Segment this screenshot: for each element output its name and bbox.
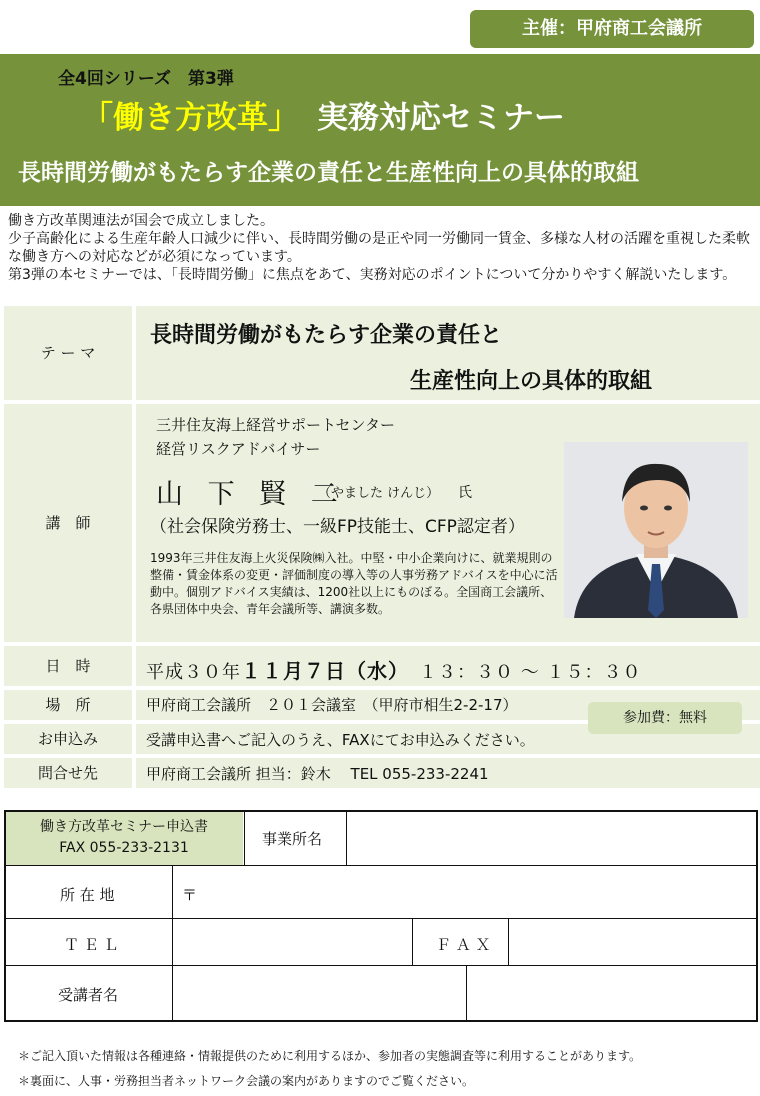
theme-line-2: 生産性向上の具体的取組 <box>410 369 653 394</box>
attendee-field-1[interactable] <box>174 967 464 1018</box>
tel-field[interactable] <box>174 920 410 963</box>
speaker-name: 山 下 賢 二 <box>156 479 346 510</box>
contact-value: 甲府商工会議所 担当：鈴木 TEL 055-233-2241 <box>146 765 489 783</box>
speaker-honorific: 氏 <box>458 485 472 501</box>
contact-label: 問合せ先 <box>4 758 132 788</box>
intro-line: 少子高齢化による生産年齢人口減少に伴い、長時間労働の是正や同一労働同一賃金、多様な人材の活躍を重視した柔軟な働き方への対応などが必須になっています。 <box>8 231 750 265</box>
attendee-field-2[interactable] <box>468 967 754 1018</box>
postal-mark: 〒 <box>182 886 198 904</box>
speaker-label: 講 師 <box>4 404 132 642</box>
date-era: 平成３０年 <box>146 662 241 683</box>
address-label: 所 在 地 <box>60 886 115 904</box>
date-day: １１月７日（水） <box>241 659 409 683</box>
speaker-bio: 1993年三井住友海上火災保険㈱入社。中堅・中小企業向けに、就業規則の整備・賃金体系の変更・評価制度の導入等の人事労務アドバイスを中心に活動中。個別アドバイス実績は、1200社以上にものぼる。全国商工会議所、各県団体中央会、青年会議所等、講演多数。 <box>150 551 558 616</box>
speaker-kana: （やました けんじ） <box>318 486 440 501</box>
speaker-photo <box>564 442 748 618</box>
footer-notes <box>18 1044 641 1094</box>
seminar-title <box>82 92 565 137</box>
speaker-credentials: （社会保険労務士、一級FP技能士、CFP認定者） <box>150 517 525 537</box>
form-title: 働き方改革セミナー申込書 <box>40 819 208 835</box>
date-value <box>146 655 641 684</box>
note-line: ＊ご記入頂いた情報は各種連絡・情報提供のために利用するほか、参加者の実態調査等に利用することがあります。 <box>18 1049 642 1063</box>
apply-value: 受講申込書へご記入のうえ、FAXにてお申込みください。 <box>146 731 535 749</box>
organizer-badge: 主催：甲府商工会議所 <box>470 10 754 48</box>
speaker-role: 経営リスクアドバイサー <box>156 440 321 458</box>
series-label: 全4回シリーズ 第3弾 <box>58 69 234 89</box>
intro-line: 第3弾の本セミナーでは、「長時間労働」に焦点をあて、実務対応のポイントについて分かりやすく解説いたします。 <box>8 267 737 283</box>
theme-label: テ ー マ <box>4 306 132 400</box>
fax-field[interactable] <box>510 920 754 963</box>
title-rest: 実務対応セミナー <box>317 100 565 136</box>
speaker-org: 三井住友海上経営サポートセンター <box>156 416 395 434</box>
intro-line: 働き方改革関連法が国会で成立しました。 <box>8 213 274 229</box>
date-label: 日 時 <box>4 646 132 686</box>
address-field[interactable] <box>200 868 754 916</box>
fee-badge: 参加費：無料 <box>588 702 742 734</box>
intro-text <box>8 212 756 284</box>
company-field[interactable] <box>348 813 754 863</box>
fax-label: Ｆ Ａ Ｘ <box>436 936 491 954</box>
company-label: 事業所名 <box>262 830 323 848</box>
seminar-subtitle: 長時間労働がもたらす企業の責任と生産性向上の具体的取組 <box>18 160 639 186</box>
venue-label: 場 所 <box>4 690 132 720</box>
venue-value: 甲府商工会議所 ２０１会議室 （甲府市相生2-2-17） <box>146 696 518 714</box>
form-fax: FAX 055-233-2131 <box>59 840 189 856</box>
tel-label: Ｔ Ｅ Ｌ <box>64 936 119 954</box>
note-line: ＊裏面に、人事・労務担当者ネットワーク会議の案内がありますのでご覧ください。 <box>18 1074 475 1088</box>
title-quoted: 「働き方改革」 <box>82 100 299 136</box>
attendee-label: 受講者名 <box>58 986 119 1004</box>
application-form <box>4 810 758 1022</box>
date-time: １３：３０ ～ １５：３０ <box>419 662 642 683</box>
apply-label: お申込み <box>4 724 132 754</box>
theme-line-1: 長時間労働がもたらす企業の責任と <box>150 323 503 348</box>
